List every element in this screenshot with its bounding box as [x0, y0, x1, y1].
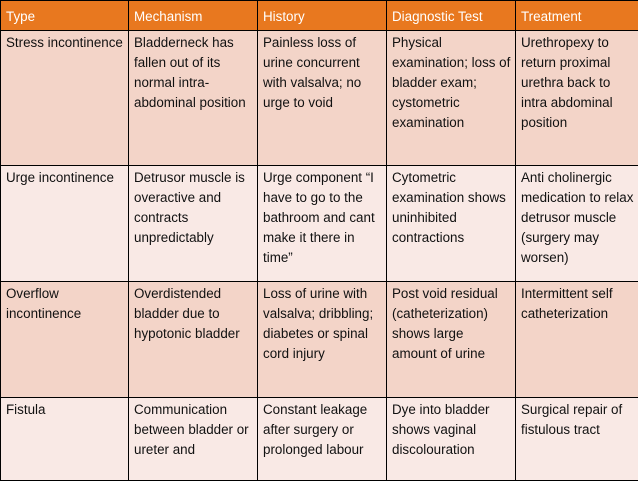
cell-treatment: Urethropexy to return proximal urethra back to intra abdominal position	[516, 31, 638, 166]
cell-treatment: Surgical repair of fistulous tract	[516, 398, 638, 481]
cell-mechanism: Overdistended bladder due to hypotonic bladder	[129, 282, 258, 398]
header-row	[1, 1, 638, 31]
header-history: History	[258, 1, 387, 31]
header-type: Type	[1, 1, 129, 31]
cell-type: Urge incontinence	[1, 166, 129, 282]
cell-history: Loss of urine with valsalva; dribbling; diabetes or spinal cord injury	[258, 282, 387, 398]
cell-history: Painless loss of urine concurrent with valsalva; no urge to void	[258, 31, 387, 166]
cell-mechanism: Detrusor muscle is overactive and contracts unpredictably	[129, 166, 258, 282]
header-mechanism: Mechanism	[129, 1, 258, 31]
cell-type: Fistula	[1, 398, 129, 481]
cell-diagnostic-test: Physical examination; loss of bladder exam; cystometric examination	[387, 31, 516, 166]
cell-diagnostic-test: Dye into bladder shows vaginal discolouration	[387, 398, 516, 481]
table-row	[1, 282, 638, 398]
cell-mechanism: Communication between bladder or ureter and	[129, 398, 258, 481]
cell-diagnostic-test: Post void residual (catheterization) shows large amount of urine	[387, 282, 516, 398]
cell-diagnostic-test: Cytometric examination shows uninhibited contractions	[387, 166, 516, 282]
header-diagnostic-test: Diagnostic Test	[387, 1, 516, 31]
table-row	[1, 166, 638, 282]
table-row	[1, 398, 638, 481]
cell-type: Overflow incontinence	[1, 282, 129, 398]
header-treatment: Treatment	[516, 1, 638, 31]
cell-history: Urge component “I have to go to the bathroom and cant make it there in time”	[258, 166, 387, 282]
cell-mechanism: Bladderneck has fallen out of its normal intra-abdominal position	[129, 31, 258, 166]
table-row	[1, 31, 638, 166]
cell-treatment: Intermittent self catheterization	[516, 282, 638, 398]
cell-treatment: Anti cholinergic medication to relax detrusor muscle (surgery may worsen)	[516, 166, 638, 282]
cell-type: Stress incontinence	[1, 31, 129, 166]
cell-history: Constant leakage after surgery or prolonged labour	[258, 398, 387, 481]
